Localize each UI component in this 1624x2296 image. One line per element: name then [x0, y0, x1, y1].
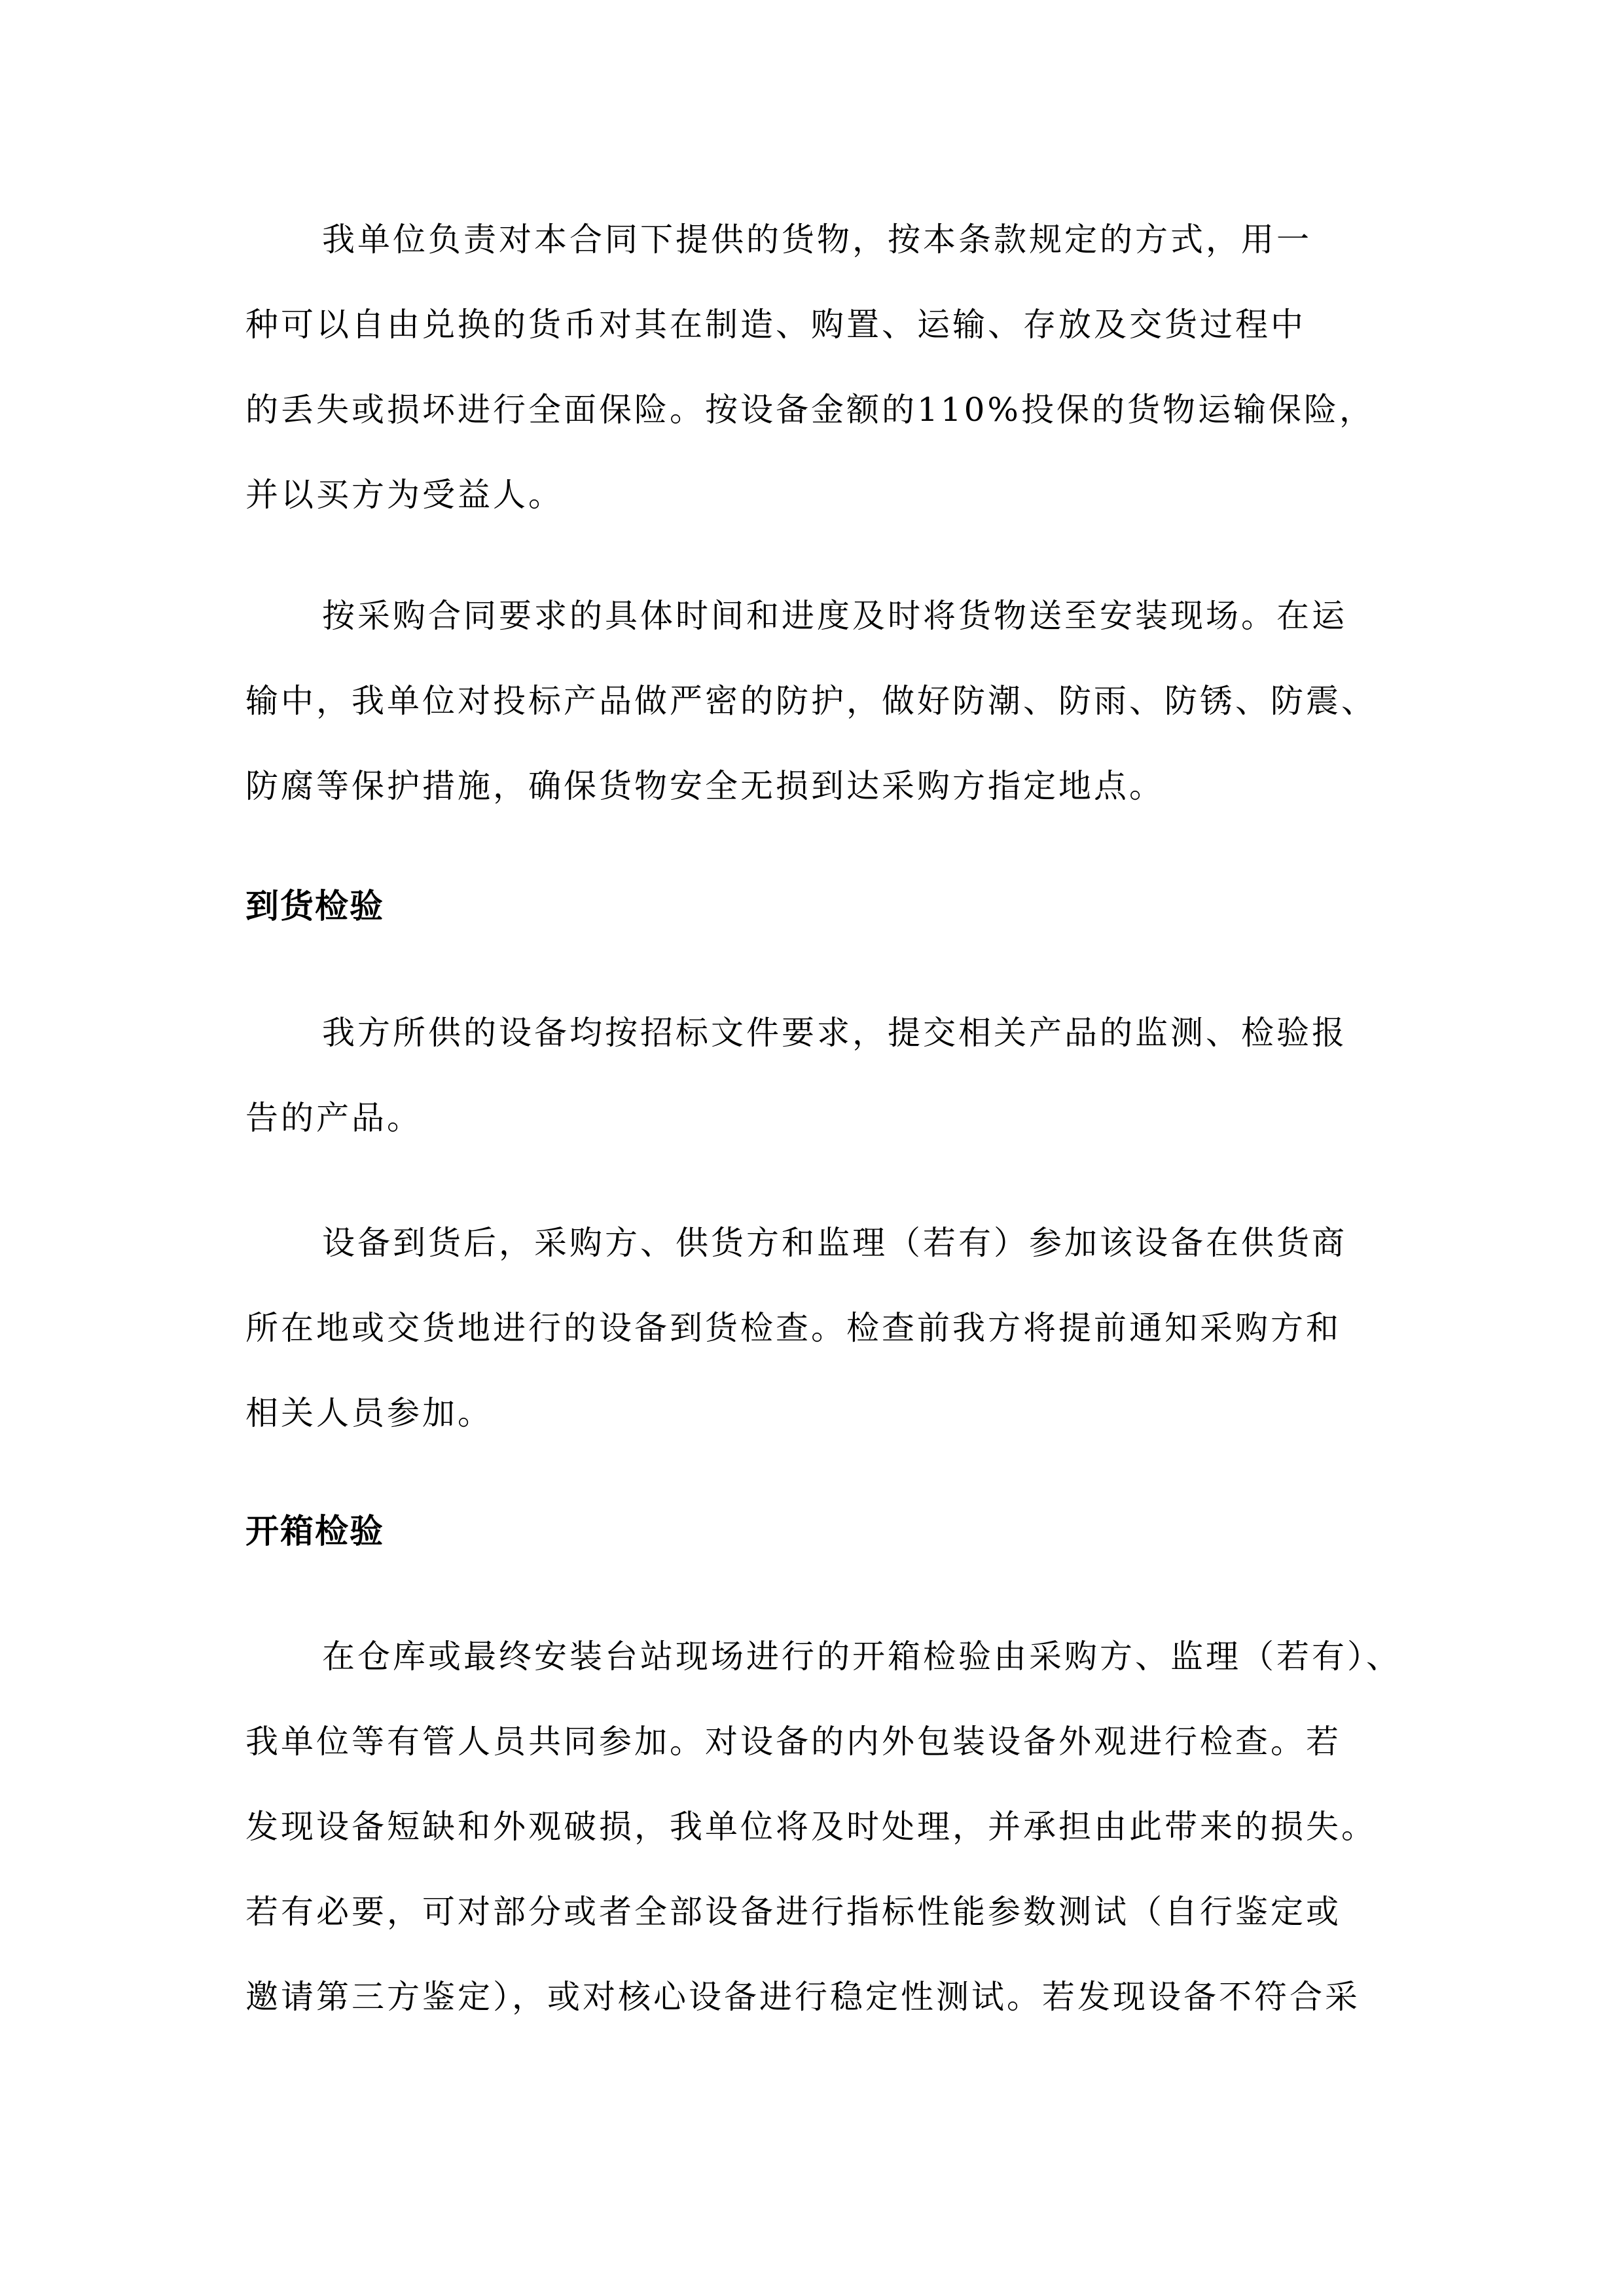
heading-unpacking-inspection — [245, 1490, 1450, 1575]
paragraph-unpacking — [245, 1614, 1450, 2039]
paragraph-line: 发现设备短缺和外观破损，我单位将及时处理，并承担由此带来的损失。 — [245, 1808, 1377, 1846]
paragraph-line: 按采购合同要求的具体时间和进度及时将货物送至安装现场。在运 — [322, 597, 1347, 635]
paragraph-insurance — [245, 197, 1450, 537]
paragraph-line: 并以买方为受益人。 — [245, 476, 564, 514]
paragraph-line: 输中，我单位对投标产品做严密的防护，做好防潮、防雨、防锈、防震、 — [245, 682, 1377, 720]
paragraph-line: 我单位等有管人员共同参加。对设备的内外包装设备外观进行检查。若 — [245, 1723, 1341, 1761]
paragraph-line: 我方所供的设备均按招标文件要求，提交相关产品的监测、检验报 — [322, 1014, 1347, 1052]
paragraph-line: 我单位负责对本合同下提供的货物，按本条款规定的方式，用一 — [322, 221, 1312, 259]
heading-text: 开箱检验 — [245, 1513, 385, 1551]
paragraph-arrival-check — [245, 1200, 1450, 1456]
paragraph-line: 的丢失或损坏进行全面保险。按设备金额的110%投保的货物运输保险， — [245, 391, 1375, 429]
paragraph-line: 邀请第三方鉴定），或对核心设备进行稳定性测试。若发现设备不符合采 — [245, 1978, 1360, 2016]
paragraph-line: 在仓库或最终安装台站现场进行的开箱检验由采购方、监理（若有）、 — [322, 1638, 1401, 1676]
paragraph-reports — [245, 990, 1450, 1160]
paragraph-line: 所在地或交货地进行的设备到货检查。检查前我方将提前通知采购方和 — [245, 1309, 1341, 1347]
paragraph-line: 防腐等保护措施，确保货物安全无损到达采购方指定地点。 — [245, 767, 1164, 805]
paragraph-line: 若有必要，可对部分或者全部设备进行指标性能参数测试（自行鉴定或 — [245, 1893, 1341, 1931]
paragraph-line: 种可以自由兑换的货币对其在制造、购置、运输、存放及交货过程中 — [245, 306, 1306, 344]
paragraph-line: 设备到货后，采购方、供货方和监理（若有）参加该设备在供货商 — [322, 1224, 1347, 1262]
paragraph-line: 相关人员参加。 — [245, 1394, 493, 1432]
paragraph-transport — [245, 573, 1450, 829]
paragraph-line: 告的产品。 — [245, 1099, 422, 1137]
heading-arrival-inspection — [245, 865, 1450, 950]
heading-text: 到货检验 — [245, 888, 385, 926]
